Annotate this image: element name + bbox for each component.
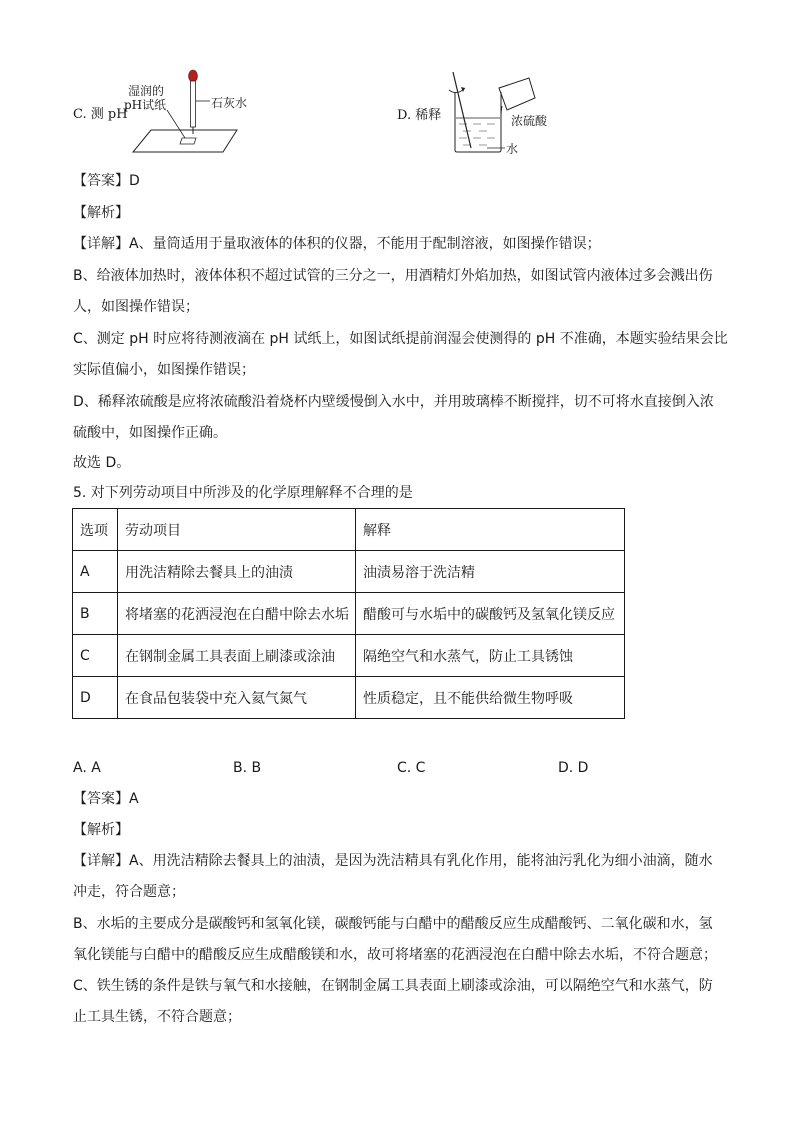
q4-analysis-line: C、测定 pH 时应将待测液滴在 pH 试纸上，如图试纸提前润湿会使测得的 pH 不准确，本题实验结果会比 bbox=[73, 331, 728, 347]
q5-stem: 5. 对下列劳动项目中所涉及的化学原理解释不合理的是 bbox=[73, 485, 413, 501]
table-cell: B bbox=[73, 593, 118, 635]
q5-answer: 【答案】A bbox=[73, 791, 139, 807]
q4-analysis-line: 【详解】A、量筒适用于量取液体的体积的仪器，不能用于配制溶液，如图操作错误； bbox=[73, 236, 601, 252]
q4-answer: 【答案】D bbox=[73, 173, 140, 189]
table-cell: 将堵塞的花洒浸泡在白醋中除去水垢 bbox=[118, 593, 356, 635]
q5-analysis-line: 氧化镁能与白醋中的醋酸反应生成醋酸镁和水，故可将堵塞的花洒浸泡在白醋中除去水垢，不符合题意； bbox=[73, 947, 717, 963]
table-row bbox=[73, 593, 625, 635]
figure-c-callout-reagent: 石灰水 bbox=[211, 96, 248, 110]
q4-analysis-line: 硫酸中，如图操作正确。 bbox=[73, 425, 227, 441]
q4-analysis-line: 人，如图操作错误； bbox=[73, 299, 199, 315]
table-cell: 在食品包装袋中充入氦气氮气 bbox=[118, 677, 356, 719]
table-cell: C bbox=[73, 635, 118, 677]
table-cell: A bbox=[73, 551, 118, 593]
option-b: B. B bbox=[233, 760, 262, 776]
q4-analysis-line: B、给液体加热时，液体体积不超过试管的三分之一，用酒精灯外焰加热，如图试管内液体过多会溅出伤 bbox=[73, 268, 713, 284]
table-cell: 醋酸可与水垢中的碳酸钙及氢氧化镁反应 bbox=[356, 593, 625, 635]
ph-test-illustration bbox=[125, 68, 248, 156]
figure-c-label: C. 测 pH bbox=[73, 107, 128, 122]
table-cell: 油渍易溶于洗洁精 bbox=[356, 551, 625, 593]
table-row bbox=[73, 551, 625, 593]
q5-analysis-line: 冲走，符合题意； bbox=[73, 884, 185, 900]
q5-analysis-heading: 【解析】 bbox=[73, 822, 129, 838]
table-cell: D bbox=[73, 677, 118, 719]
q5-analysis-line: 止工具生锈，不符合题意； bbox=[73, 1009, 241, 1025]
table-row bbox=[73, 635, 625, 677]
q5-analysis-line: C、铁生锈的条件是铁与氧气和水接触，在钢制金属工具表面上刷漆或涂油，可以隔绝空气和水蒸气，防 bbox=[73, 978, 713, 994]
dilution-illustration bbox=[447, 68, 537, 160]
figure-d-callout-acid: 浓硫酸 bbox=[511, 114, 548, 128]
table-cell: 在钢制金属工具表面上刷漆或涂油 bbox=[118, 635, 356, 677]
q4-conclusion: 故选 D。 bbox=[73, 455, 131, 471]
table-cell: 用洗洁精除去餐具上的油渍 bbox=[118, 551, 356, 593]
q5-analysis-line: B、水垢的主要成分是碳酸钙和氢氧化镁，碳酸钙能与白醋中的醋酸反应生成醋酸钙、二氧化碳和水，氢 bbox=[73, 916, 713, 932]
q4-analysis-heading: 【解析】 bbox=[73, 205, 129, 221]
option-a: A. A bbox=[73, 760, 101, 776]
figure-c-callout-paper: pH试纸 bbox=[124, 98, 167, 112]
q5-table bbox=[72, 508, 625, 719]
q4-analysis-line: 实际值偏小，如图操作错误； bbox=[73, 362, 255, 378]
table-header-row bbox=[73, 509, 625, 551]
figure-c-callout-wet: 湿润的 bbox=[128, 84, 165, 98]
table-header-cell: 劳动项目 bbox=[118, 509, 356, 551]
table-cell: 隔绝空气和水蒸气，防止工具锈蚀 bbox=[356, 635, 625, 677]
option-d: D. D bbox=[558, 760, 589, 776]
table-header-cell: 选项 bbox=[73, 509, 118, 551]
option-c: C. C bbox=[397, 760, 426, 776]
table-header-cell: 解释 bbox=[356, 509, 625, 551]
table-cell: 性质稳定，且不能供给微生物呼吸 bbox=[356, 677, 625, 719]
figure-d-callout-water: 水 bbox=[506, 142, 519, 156]
q5-analysis-line: 【详解】A、用洗洁精除去餐具上的油渍，是因为洗洁精具有乳化作用，能将油污乳化为细小油滴，随水 bbox=[73, 853, 713, 869]
table-row bbox=[73, 677, 625, 719]
q4-analysis-line: D、稀释浓硫酸是应将浓硫酸沿着烧杯内壁缓慢倒入水中，并用玻璃棒不断搅拌，切不可将水直接倒入浓 bbox=[73, 394, 714, 410]
figure-d-label: D. 稀释 bbox=[397, 108, 442, 123]
